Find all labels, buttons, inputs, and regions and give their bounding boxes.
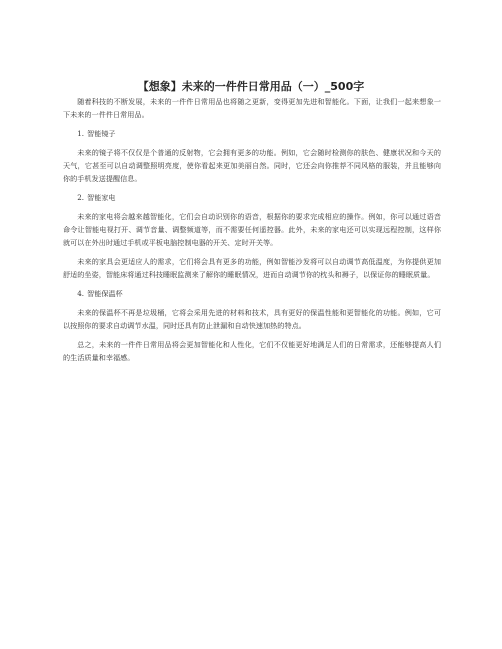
conclusion-paragraph: 总之，未来的一件件日常用品将会更加智能化和人性化，它们不仅能更好地满足人们的日常需求，还能够提高人们的生活质量和幸福感。 [63, 340, 441, 362]
document-body [63, 96, 441, 371]
section-title: 智能保温杯 [87, 288, 123, 298]
section-paragraph: 未来的保温杯不再是垃圾桶，它将会采用先进的材料和技术，具有更好的保温性能和更智能化的功能。例如，它可以按照你的要求自动调节水温，同时还具有防止泄漏和自动快速加热的特点。 [63, 308, 441, 330]
section-number: 2. [77, 192, 84, 202]
section-title: 智能家电 [87, 192, 116, 202]
section-heading-appliances [63, 192, 441, 205]
section-title: 智能镜子 [87, 128, 116, 138]
section-paragraph: 未来的镜子将不仅仅是个普通的反射物，它会拥有更多的功能。例如，它会随时检测你的肤色、健康状况和今天的天气，它甚至可以自动调整照明亮度，使你看起来更加美丽自然。同时，它还会向你推荐不同风格的服装，并且能够向你的手机发送提醒信息。 [63, 148, 441, 183]
section-heading-mirror [63, 128, 441, 141]
section-heading-thermos [63, 288, 441, 301]
section-number: 4. [77, 288, 84, 298]
document-title: 【想象】未来的一件件日常用品（一）_500字 [137, 80, 365, 93]
section-number: 1. [77, 128, 84, 138]
section-paragraph: 未来的家具会更适应人的需求，它们将会具有更多的功能，例如智能沙发将可以自动调节高低温度，为你提供更加舒适的坐姿，智能床将通过科技睡眠监测来了解你的睡眠情况，进而自动调节你的枕头和褥子，以保证你的睡眠质量。 [63, 256, 441, 279]
intro-paragraph: 随着科技的不断发展，未来的一件件日常用品也将随之更新，变得更加先进和智能化。下面，让我们一起来想象一下未来的一件件日常用品。 [63, 97, 441, 119]
section-paragraph: 未来的家电将会越来越智能化，它们会自动识别你的语音，根据你的要求完成相应的操作。例如，你可以通过语音命令让智能电视打开、调节音量、调整频道等，而不需要任何遥控器。此外，未来的家电还可以实现远程控制，这样你就可以在外出时通过手机或平板电脑控制电器的开关、定时开关等。 [63, 212, 441, 247]
